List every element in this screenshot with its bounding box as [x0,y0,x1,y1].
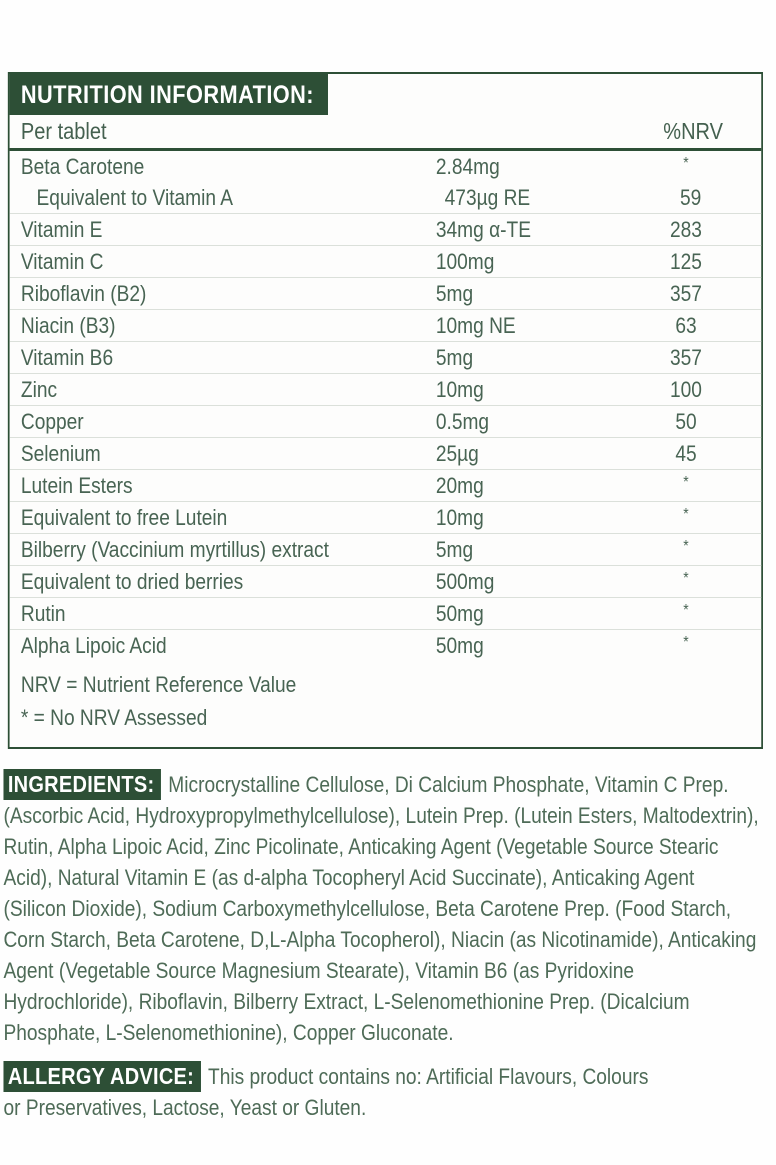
nutrient-amount: 100mg [435,248,495,274]
footnote-asterisk-definition: * = No NRV Assessed [20,705,208,730]
nutrient-amount: 25µg [435,440,479,466]
nutrient-nrv-value: * [683,634,689,651]
nutrient-nrv-value: 125 [670,248,702,274]
nutrient-name: Rutin [20,600,66,626]
nutrient-amount: 10mg [435,504,484,530]
nutrient-row [10,565,762,597]
nutrient-name: Niacin (B3) [20,312,116,338]
nutrient-row [10,469,762,501]
nutrient-row [10,501,762,533]
nutrient-nrv-value: * [683,602,689,619]
allergy-advice-label: ALLERGY ADVICE: [3,1061,201,1092]
nutrient-name: Lutein Esters [20,472,133,498]
nutrient-amount: 2.84mg [435,153,500,179]
nutrient-nrv-value: 357 [670,344,702,370]
nutrient-row [10,182,762,213]
nutrient-amount: 473µg RE [444,184,531,210]
nutrient-amount: 0.5mg [435,408,490,434]
nutrient-amount: 10mg NE [435,312,516,338]
nutrient-row [10,437,762,469]
nutrient-row [10,213,762,245]
ingredients-paragraph [3,769,762,1048]
nutrient-rows [10,151,762,661]
nutrient-row [10,597,762,629]
nutrient-name: Vitamin C [20,248,104,274]
nutrient-nrv-value: 100 [670,376,702,402]
nutrition-table [8,72,763,749]
table-footnotes [21,668,761,734]
nutrient-nrv-value: * [683,538,689,555]
nutrient-nrv-value: 63 [675,312,697,338]
nutrient-name: Equivalent to free Lutein [20,504,228,530]
nutrient-nrv-value: 50 [675,408,697,434]
nutrient-name: Riboflavin (B2) [20,280,147,306]
nutrient-nrv-value: 357 [670,280,702,306]
nutrient-row [10,341,762,373]
nutrient-nrv-value: 59 [680,184,702,210]
nutrient-amount: 50mg [435,632,484,658]
nutrient-nrv-value: 283 [670,216,702,242]
nutrient-name: Vitamin E [20,216,103,242]
nutrient-amount: 500mg [435,568,495,594]
nutrient-row [10,245,762,277]
nutrient-name: Vitamin B6 [20,344,114,370]
nutrient-name: Beta Carotene [20,153,145,179]
allergy-advice-text: This product contains no: Artificial Flavours, Colours or Preservatives, Lactose, Yeast or Gluten. [3,1064,649,1120]
nutrient-name: Zinc [20,376,58,402]
nutrient-row [10,151,762,182]
nutrient-name: Equivalent to dried berries [20,568,244,594]
nutrient-name: Copper [20,408,84,434]
nutrient-nrv-value: * [683,474,689,491]
nutrient-nrv-value: * [683,506,689,523]
column-header-nrv: %NRV [663,118,723,144]
nutrient-amount: 10mg [435,376,484,402]
nutrient-row [10,533,762,565]
nutrition-information-header [10,74,328,115]
nutrient-row [10,629,762,661]
nutrient-name: Alpha Lipoic Acid [20,632,167,658]
nutrient-row [10,309,762,341]
nutrient-nrv-value: 45 [675,440,697,466]
footnote-nrv-definition: NRV = Nutrient Reference Value [20,672,297,697]
nutrient-amount: 5mg [435,536,474,562]
nutrient-name: Bilberry (Vaccinium myrtillus) extract [20,536,329,562]
nutrient-name: Equivalent to Vitamin A [36,184,234,210]
nutrient-row [10,277,762,309]
ingredients-label: INGREDIENTS: [3,769,161,800]
nutrient-amount: 20mg [435,472,484,498]
nutrient-name: Selenium [20,440,101,466]
nutrient-row [10,405,762,437]
ingredients-text: Microcrystalline Cellulose, Di Calcium Phosphate, Vitamin C Prep. (Ascorbic Acid, Hydroxypropylmethylcellulose), Lutein Prep. (Lutein Esters, Maltodextrin), Rutin, Alpha Lipoic Acid, Zinc Picolinate, Anticaking Agent (Vegetable Source Stearic Acid), Natural Vitamin E (as d-alpha Tocopheryl Acid Succinate), Anticaking Agent (Silicon Dioxide), Sodium Carboxymethylcellulose, Beta Carotene Prep. (Food Starch, Corn Starch, Beta Carotene, D,L-Alpha Tocopherol), Niacin (as Nicotinamide), Anticaking Agent (Vegetable Source Magnesium Stearate), Vitamin B6 (as Pyridoxine Hydrochloride), Riboflavin, Bilberry Extract, L-Selenomethionine Prep. (Dicalcium Phosphate, L-Selenomethionine), Copper Gluconate. [3,772,759,1045]
allergy-advice-paragraph [3,1061,649,1123]
column-header-per-tablet: Per tablet [20,118,107,144]
nutrient-amount: 5mg [435,280,474,306]
nutrient-amount: 34mg α-TE [435,216,531,242]
nutrient-row [10,373,762,405]
nutrient-nrv-value: * [683,155,689,172]
nutrient-amount: 5mg [435,344,474,370]
nutrition-information-title: NUTRITION INFORMATION: [20,81,314,109]
table-column-header-row [10,115,762,151]
label-content [0,72,769,1123]
nutrient-nrv-value: * [683,570,689,587]
nutrient-amount: 50mg [435,600,484,626]
